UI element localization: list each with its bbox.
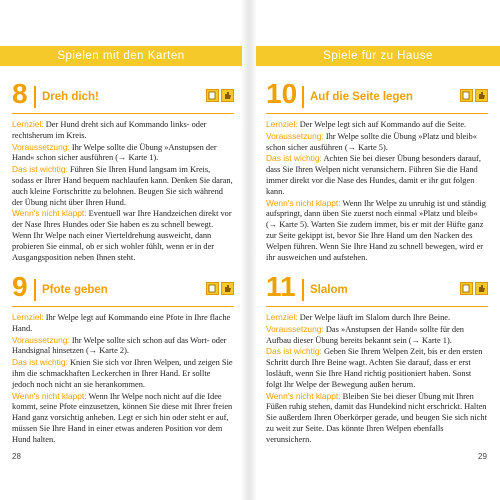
text-lernziel: Ihr Welpe legt auf Kommando eine Pfote in Ihre flache Hand. (12, 313, 231, 333)
text-nicht-klappt: Wenn Ihr Welpe noch nicht auf die Idee kommt, seine Pfote einzusetzen, können Sie diese mit Ihrer freien Hand ganz vorsichtig anheben. Legt er sich hin oder steht er auf, müssen Sie Ihre Hand in einer etwas anderen Position vor dem Hund halten. (12, 391, 233, 444)
card-icon (206, 282, 219, 295)
chapter-header-left: Spielen mit den Karten (0, 46, 242, 66)
text-wichtig: Führen Sie Ihren Hund langsam im Kreis, sodass er Ihrer Hand bequem nachlaufen kann. Denken Sie daran, auch kleine Fortschritte zu belohnen. Beugen Sie sich während der Übung nicht über Ihren Hund. (12, 165, 233, 207)
hand-icon (221, 282, 234, 295)
label-nicht-klappt: Wenn's nicht klappt: (12, 390, 87, 401)
exercise-heading (266, 271, 488, 307)
exercise-text (266, 119, 488, 263)
chapter-header-right: Spiele für zu Hause (256, 46, 500, 66)
exercise-icons (460, 282, 488, 295)
page-gutter (242, 0, 256, 500)
hand-icon (475, 89, 488, 102)
hand-icon (221, 89, 234, 102)
label-lernziel: Lernziel: (12, 312, 44, 322)
page-number-left: 28 (12, 452, 21, 461)
text-lernziel: Der Welpe läuft im Slalom durch Ihre Beine. (297, 313, 451, 322)
exercise-icons (206, 282, 234, 295)
text-nicht-klappt: Eventuell war Ihre Handzeichen direkt vor der Nase Ihres Hundes oder Sie haben es zu schnell bewegt. Wenn Ihr Welpe nach einer Vierteldrehung ausweicht, dann probieren Sie einmal, ob er sich wohler fühlt, wenn er in der Ausgangsposition neben Ihnen steht. (12, 209, 232, 262)
label-nicht-klappt: Wenn's nicht klappt: (266, 390, 341, 401)
label-wichtig: Das ist wichtig: (266, 346, 322, 357)
text-lernziel: Der Welpe legt sich auf Kommando auf die Seite. (297, 120, 467, 129)
exercise-10 (266, 78, 488, 263)
exercise-text (12, 312, 234, 446)
text-nicht-klappt: Bleiben Sie bei dieser Übung mit Ihren Füßen ruhig stehen, damit das Hundekind nicht erschrickt. Halten Sie außerdem Ihren Oberkörper gerade, und beugen Sie sich nicht zu weit zur Seite. Das könnte Ihren Welpen ebenfalls verunsichern. (266, 391, 487, 444)
exercise-heading (266, 78, 488, 114)
exercise-heading (12, 78, 234, 114)
label-lernziel: Lernziel: (266, 119, 298, 129)
text-voraussetzung: Ihr Welpe sollte sich schon auf das Wort- oder Handsignal hinsetzen (→ Karte 2). (12, 335, 227, 356)
label-lernziel: Lernziel: (266, 312, 298, 322)
label-voraussetzung: Voraussetzung: (266, 323, 324, 334)
exercise-title: Pfote geben (42, 284, 108, 296)
exercise-icons (206, 89, 234, 102)
text-voraussetzung: Ihr Welpe sollte die Übung »Anstupsen der Hand« schon sicher ausführen (→ Karte 1). (12, 142, 217, 163)
page-number-right: 29 (478, 452, 487, 461)
card-icon (460, 282, 473, 295)
exercise-title: Auf die Seite legen (310, 91, 413, 103)
card-icon (460, 89, 473, 102)
exercise-title: Slalom (310, 284, 348, 296)
exercise-number: 10 (266, 78, 298, 109)
label-voraussetzung: Voraussetzung: (266, 130, 324, 141)
heading-divider (34, 86, 36, 108)
label-nicht-klappt: Wenn's nicht klappt: (266, 197, 341, 208)
heading-divider (302, 279, 304, 301)
label-voraussetzung: Voraussetzung: (12, 141, 70, 152)
label-wichtig: Das ist wichtig: (12, 357, 68, 368)
card-icon (206, 89, 219, 102)
label-lernziel: Lernziel: (12, 119, 44, 129)
text-wichtig: Geben Sie Ihrem Welpen Zeit, bis er den ersten Schritt durch Ihre Beine wagt. Achten Sie darauf, dass er erst losläuft, wenn Sie Ihre Hand richtig positioniert haben. Sonst folgt Ihr Welpe der Bewegung außen herum. (266, 347, 483, 389)
exercise-text (12, 119, 234, 263)
exercise-title: Dreh dich! (42, 91, 99, 103)
label-wichtig: Das ist wichtig: (266, 153, 322, 164)
label-voraussetzung: Voraussetzung: (12, 334, 70, 345)
exercise-icons (460, 89, 488, 102)
text-wichtig: Knien Sie sich vor Ihren Welpen, und zeigen Sie ihm die schmackhaften Leckerchen in Ihrer Hand. Er sollte jedoch noch nicht an sie herankommen. (12, 358, 233, 389)
label-nicht-klappt: Wenn's nicht klappt: (12, 208, 87, 219)
text-voraussetzung: Ihr Welpe sollte die Übung »Platz und bleib« schon sicher ausführen (→ Karte 5). (266, 131, 477, 152)
exercise-text (266, 312, 488, 446)
exercise-number: 8 (12, 78, 28, 109)
heading-divider (34, 279, 36, 301)
text-wichtig: Achten Sie bei dieser Übung besonders darauf, dass Sie Ihren Welpen nicht verunsichern. Führen Sie die Hand immer direkt vor die Nase des Hundes, damit er ihr gut folgen kann. (266, 154, 481, 196)
exercise-9 (12, 271, 234, 446)
exercise-number: 11 (266, 271, 296, 302)
text-nicht-klappt: Wenn Ihr Welpe zu unruhig ist und ständig aufspringt, dann üben Sie zuerst noch einmal »Platz und bleib« (→ Karte 5). Warten Sie zudem immer, bis er mit der Hüfte ganz zur Seite gekippt ist, bevor Sie Ihre Hand um den Nacken des Welpen führen. Wenn Sie Ihre Hand zu schnell bewegen, wird er ihr ausweichen und aufstehen. (266, 198, 486, 262)
text-lernziel: Der Hund dreht sich auf Kommando links- oder rechtsherum im Kreis. (12, 120, 207, 140)
exercise-number: 9 (12, 271, 28, 302)
heading-divider (302, 86, 304, 108)
exercise-8 (12, 78, 234, 263)
exercise-heading (12, 271, 234, 307)
hand-icon (475, 282, 488, 295)
exercise-11 (266, 271, 488, 446)
label-wichtig: Das ist wichtig: (12, 164, 68, 175)
text-voraussetzung: Das »Anstupsen der Hand« sollte für den Aufbau dieser Übung bereits bekannt sein (→ Karte 1). (266, 324, 464, 345)
